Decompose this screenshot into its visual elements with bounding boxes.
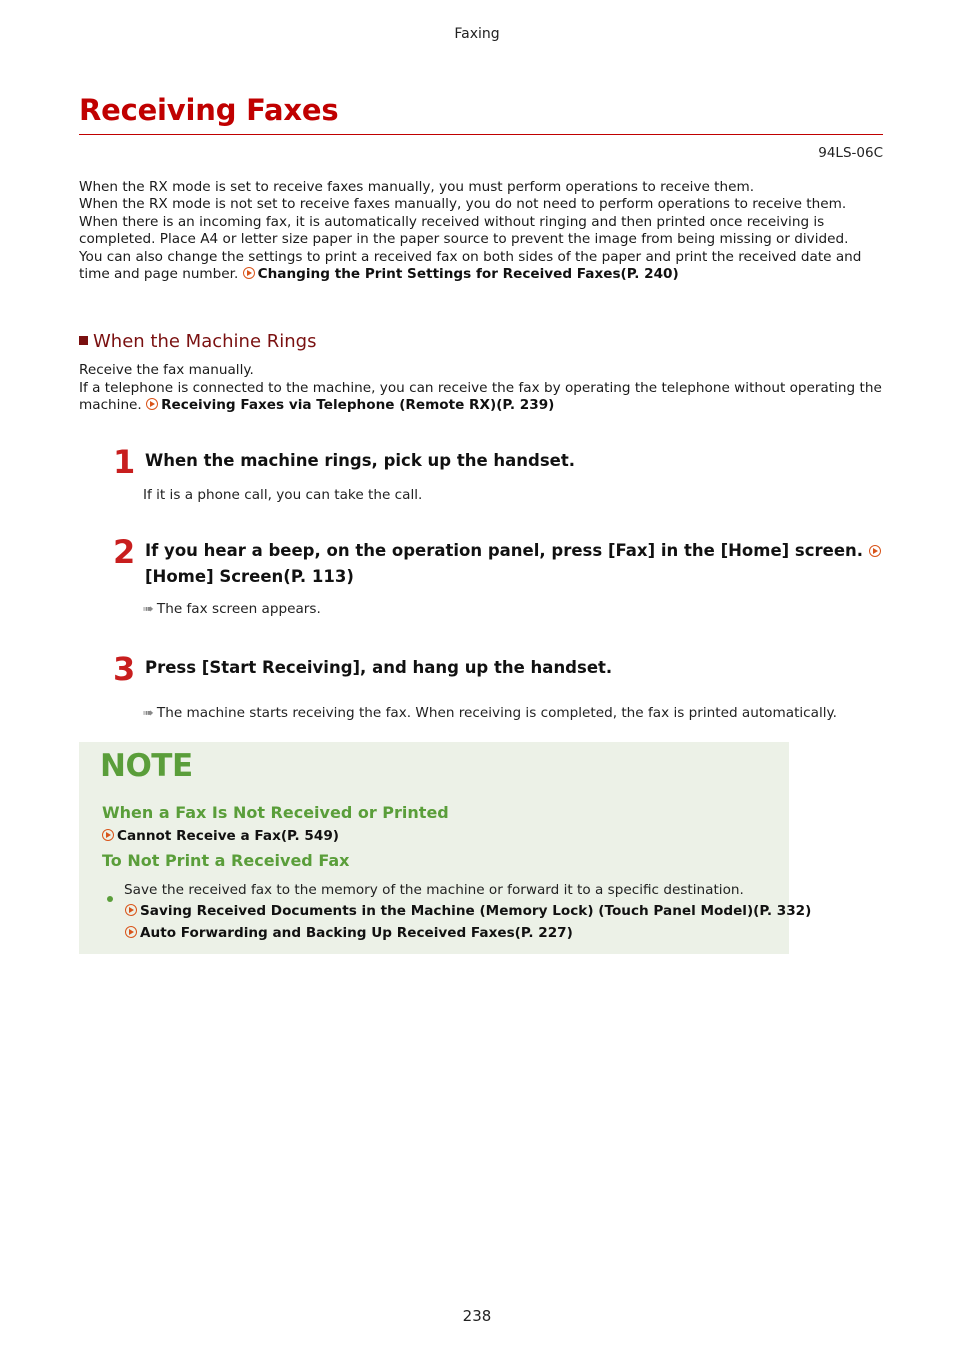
section-heading bbox=[79, 331, 316, 352]
note-link-2 bbox=[125, 903, 811, 919]
step-3-result-text: The machine starts receiving the fax. When receiving is completed, the fax is printed automatically. bbox=[156, 705, 837, 721]
note-bullet-text: Save the received fax to the memory of the machine or forward it to a specific destination. bbox=[124, 882, 744, 898]
step-3-text: Press [Start Receiving], and hang up the handset. bbox=[145, 658, 613, 677]
step-3-result bbox=[143, 705, 837, 721]
title-divider bbox=[79, 134, 883, 135]
note-heading-2: To Not Print a Received Fax bbox=[102, 851, 350, 870]
step-2-text bbox=[145, 538, 890, 590]
home-screen-link[interactable]: [Home] Screen(P. 113) bbox=[145, 567, 354, 586]
step-1-sub: If it is a phone call, you can take the call. bbox=[143, 487, 423, 503]
section-line-2 bbox=[79, 380, 885, 415]
note-label: NOTE bbox=[100, 748, 193, 784]
right-arrow-icon: ➠ bbox=[143, 602, 154, 617]
intro-line-2: When the RX mode is not set to receive faxes manually, you do not need to perform operations to receive them. When there is an incoming fax, it is automatically received without ringing and then printed once receiving is completed. Place A4 or letter size paper in the paper source to prevent the image from being missing or divided. bbox=[79, 196, 849, 248]
circle-arrow-icon bbox=[102, 829, 114, 841]
document-code: 94LS-06C bbox=[818, 145, 883, 161]
section-line-1: Receive the fax manually. bbox=[79, 362, 254, 378]
intro-line-3-text: You can also change the settings to print a received fax on both sides of the paper and print the received date and time and page number. bbox=[79, 248, 862, 283]
circle-arrow-icon bbox=[243, 267, 255, 279]
print-settings-link[interactable]: Changing the Print Settings for Received Faxes(P. 240) bbox=[257, 266, 679, 283]
circle-arrow-icon bbox=[146, 398, 158, 410]
section-heading-text: When the Machine Rings bbox=[93, 331, 317, 352]
circle-arrow-icon bbox=[869, 545, 881, 557]
step-3-number: 3 bbox=[113, 650, 136, 688]
step-2-result-text: The fax screen appears. bbox=[156, 601, 321, 617]
section-line-2-text: If a telephone is connected to the machine, you can receive the fax by operating the telephone without operating the machine. bbox=[79, 379, 882, 414]
step-2-instruction: If you hear a beep, on the operation panel, press [Fax] in the [Home] screen. bbox=[145, 541, 864, 560]
circle-arrow-icon bbox=[125, 904, 137, 916]
note-link-1 bbox=[102, 828, 339, 844]
running-header: Faxing bbox=[454, 26, 500, 42]
remote-rx-link[interactable]: Receiving Faxes via Telephone (Remote RX)(P. 239) bbox=[161, 397, 555, 414]
page-title: Receiving Faxes bbox=[79, 93, 339, 127]
circle-arrow-icon bbox=[125, 926, 137, 938]
section-body bbox=[79, 362, 885, 415]
memory-lock-link[interactable]: Saving Received Documents in the Machine (Memory Lock) (Touch Panel Model)(P. 332) bbox=[140, 903, 812, 919]
note-heading-1: When a Fax Is Not Received or Printed bbox=[102, 803, 449, 822]
intro-line-1: When the RX mode is set to receive faxes manually, you must perform operations to receive them. bbox=[79, 179, 755, 195]
intro-line-3 bbox=[79, 249, 885, 284]
note-link-3 bbox=[125, 925, 573, 941]
intro-text bbox=[79, 179, 885, 283]
step-2-number: 2 bbox=[113, 533, 136, 571]
cannot-receive-link[interactable]: Cannot Receive a Fax(P. 549) bbox=[117, 828, 340, 844]
step-1-text: When the machine rings, pick up the handset. bbox=[145, 451, 576, 470]
step-1-number: 1 bbox=[113, 443, 136, 481]
step-2-result bbox=[143, 601, 321, 617]
bullet-dot-icon bbox=[107, 887, 113, 906]
square-bullet-icon bbox=[79, 336, 88, 345]
auto-forwarding-link[interactable]: Auto Forwarding and Backing Up Received Faxes(P. 227) bbox=[140, 925, 573, 941]
page-number: 238 bbox=[462, 1307, 492, 1325]
right-arrow-icon: ➠ bbox=[143, 706, 154, 721]
